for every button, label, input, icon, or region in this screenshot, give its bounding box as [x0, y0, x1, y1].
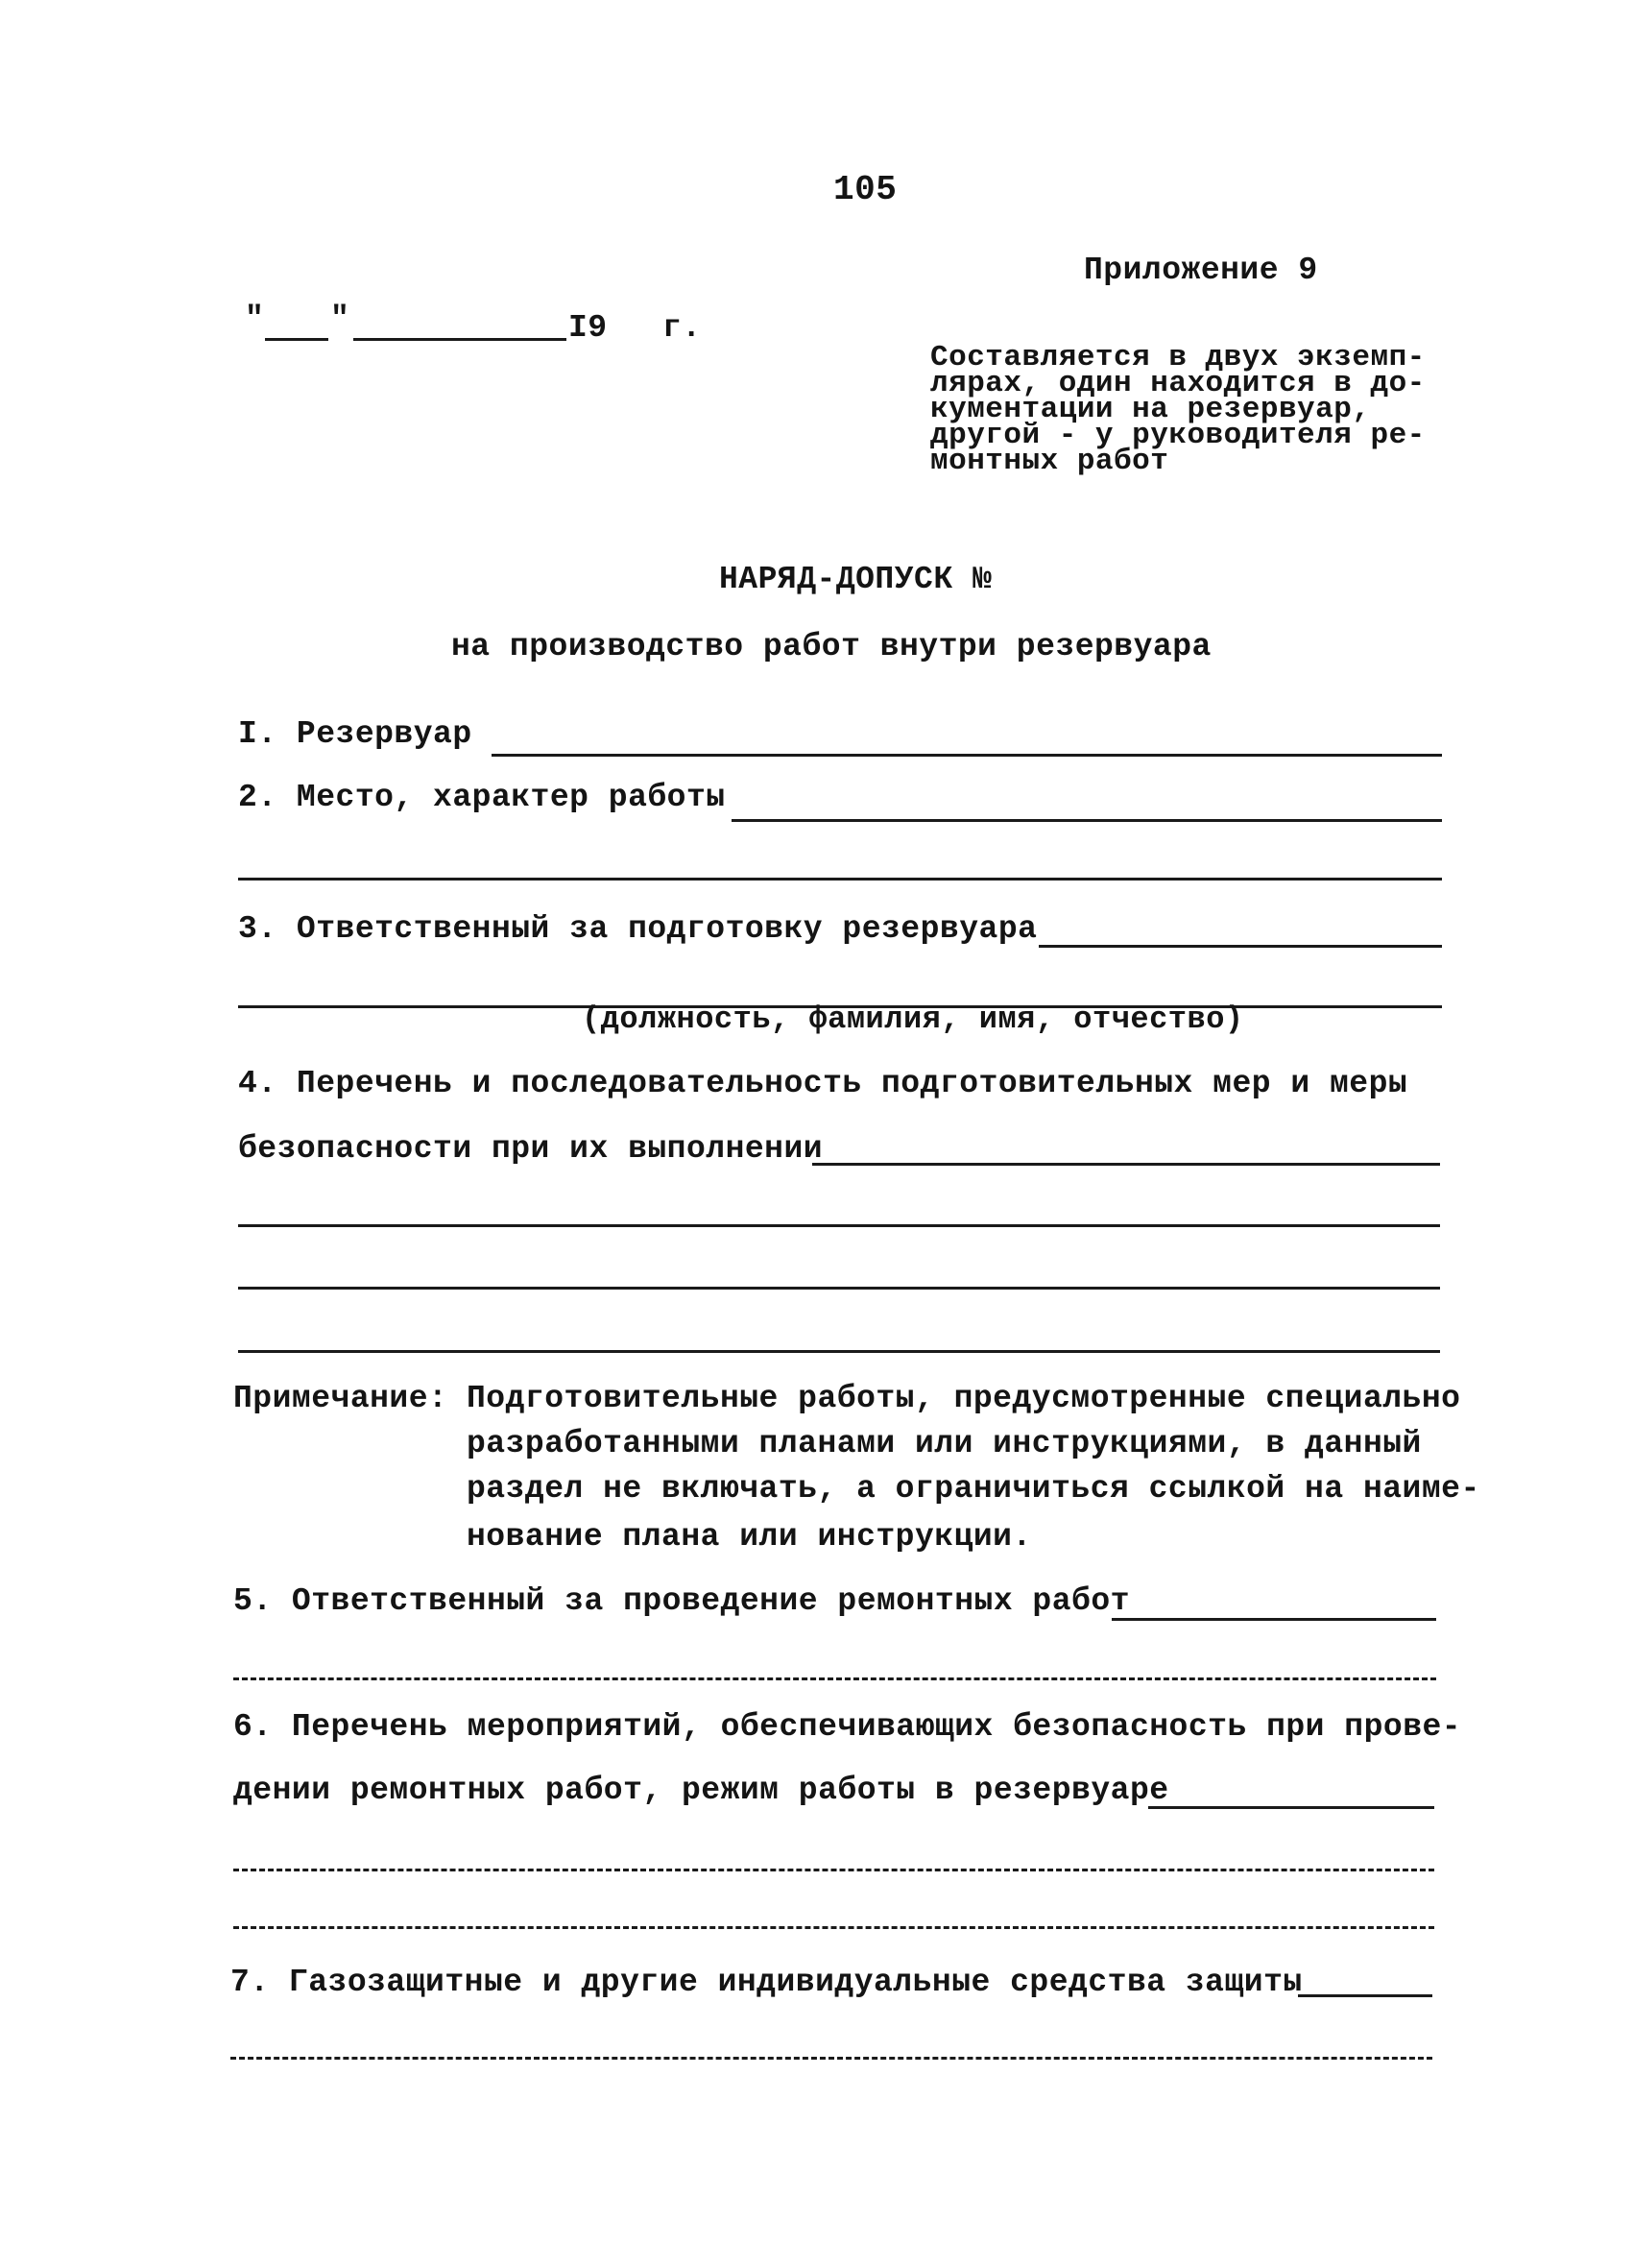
item-5-continuation-line — [233, 1677, 1436, 1680]
date-year-suffix: г. — [662, 310, 702, 346]
item-7-continuation-line — [230, 2057, 1432, 2060]
note-line: раздел не включать, а ограничиться ссылкой на наиме- — [467, 1471, 1480, 1507]
page-number: 105 — [833, 170, 898, 209]
item-4-continuation-line — [238, 1287, 1440, 1290]
copies-note-line: монтных работ — [930, 445, 1169, 478]
item-2-field-line — [732, 819, 1442, 822]
copies-note-line: Составляется в двух экземп- — [930, 341, 1426, 374]
item-6-field-line — [1148, 1806, 1434, 1809]
date-close-quote: " — [330, 302, 350, 337]
date-day-underline — [265, 338, 328, 341]
item-5-field-line — [1112, 1618, 1436, 1621]
copies-note-line: другой - у руководителя ре- — [930, 419, 1426, 452]
copies-note-line: лярах, один находится в до- — [930, 367, 1426, 400]
item-1-label: I. Резервуар — [238, 716, 472, 752]
item-1-field-line — [492, 754, 1442, 757]
document-title: НАРЯД-ДОПУСК № — [719, 562, 993, 597]
item-4-continuation-line — [238, 1350, 1440, 1353]
item-3-caption: (должность, фамилия, имя, отчество) — [582, 1001, 1244, 1037]
appendix-label: Приложение 9 — [1084, 253, 1318, 288]
note-label: Примечание: — [233, 1381, 448, 1416]
item-5-label: 5. Ответственный за проведение ремонтных работ — [233, 1583, 1130, 1619]
copies-note-line: кументации на резервуар, — [930, 393, 1371, 426]
item-2-continuation-line — [238, 878, 1442, 881]
item-3-label: 3. Ответственный за подготовку резервуара — [238, 911, 1038, 947]
note-line: разработанными планами или инструкциями, в данный — [467, 1426, 1422, 1461]
item-4-continuation-line — [238, 1224, 1440, 1227]
date-month-underline — [353, 338, 566, 341]
item-2-label: 2. Место, характер работы — [238, 780, 726, 815]
item-7-label: 7. Газозащитные и другие индивидуальные средства защиты — [230, 1965, 1303, 2000]
item-6-label-line-1: 6. Перечень мероприятий, обеспечивающих безопасность при прове- — [233, 1709, 1462, 1745]
item-4-field-line — [812, 1163, 1440, 1166]
item-6-label-line-2: дении ремонтных работ, режим работы в резервуаре — [233, 1773, 1169, 1808]
item-6-continuation-line — [233, 1869, 1434, 1871]
date-year-prefix: I9 — [568, 310, 608, 346]
date-open-quote: " — [245, 302, 265, 337]
note-line: нование плана или инструкции. — [467, 1519, 1032, 1555]
item-3-field-line — [1039, 945, 1442, 948]
item-4-label-line-1: 4. Перечень и последовательность подготовительных мер и меры — [238, 1066, 1408, 1101]
item-7-field-line — [1298, 1994, 1432, 1997]
item-6-continuation-line — [233, 1926, 1434, 1929]
document-subtitle: на производство работ внутри резервуара — [451, 629, 1212, 664]
item-4-label-line-2: безопасности при их выполнении — [238, 1131, 824, 1167]
note-line: Подготовительные работы, предусмотренные специально — [467, 1381, 1461, 1416]
